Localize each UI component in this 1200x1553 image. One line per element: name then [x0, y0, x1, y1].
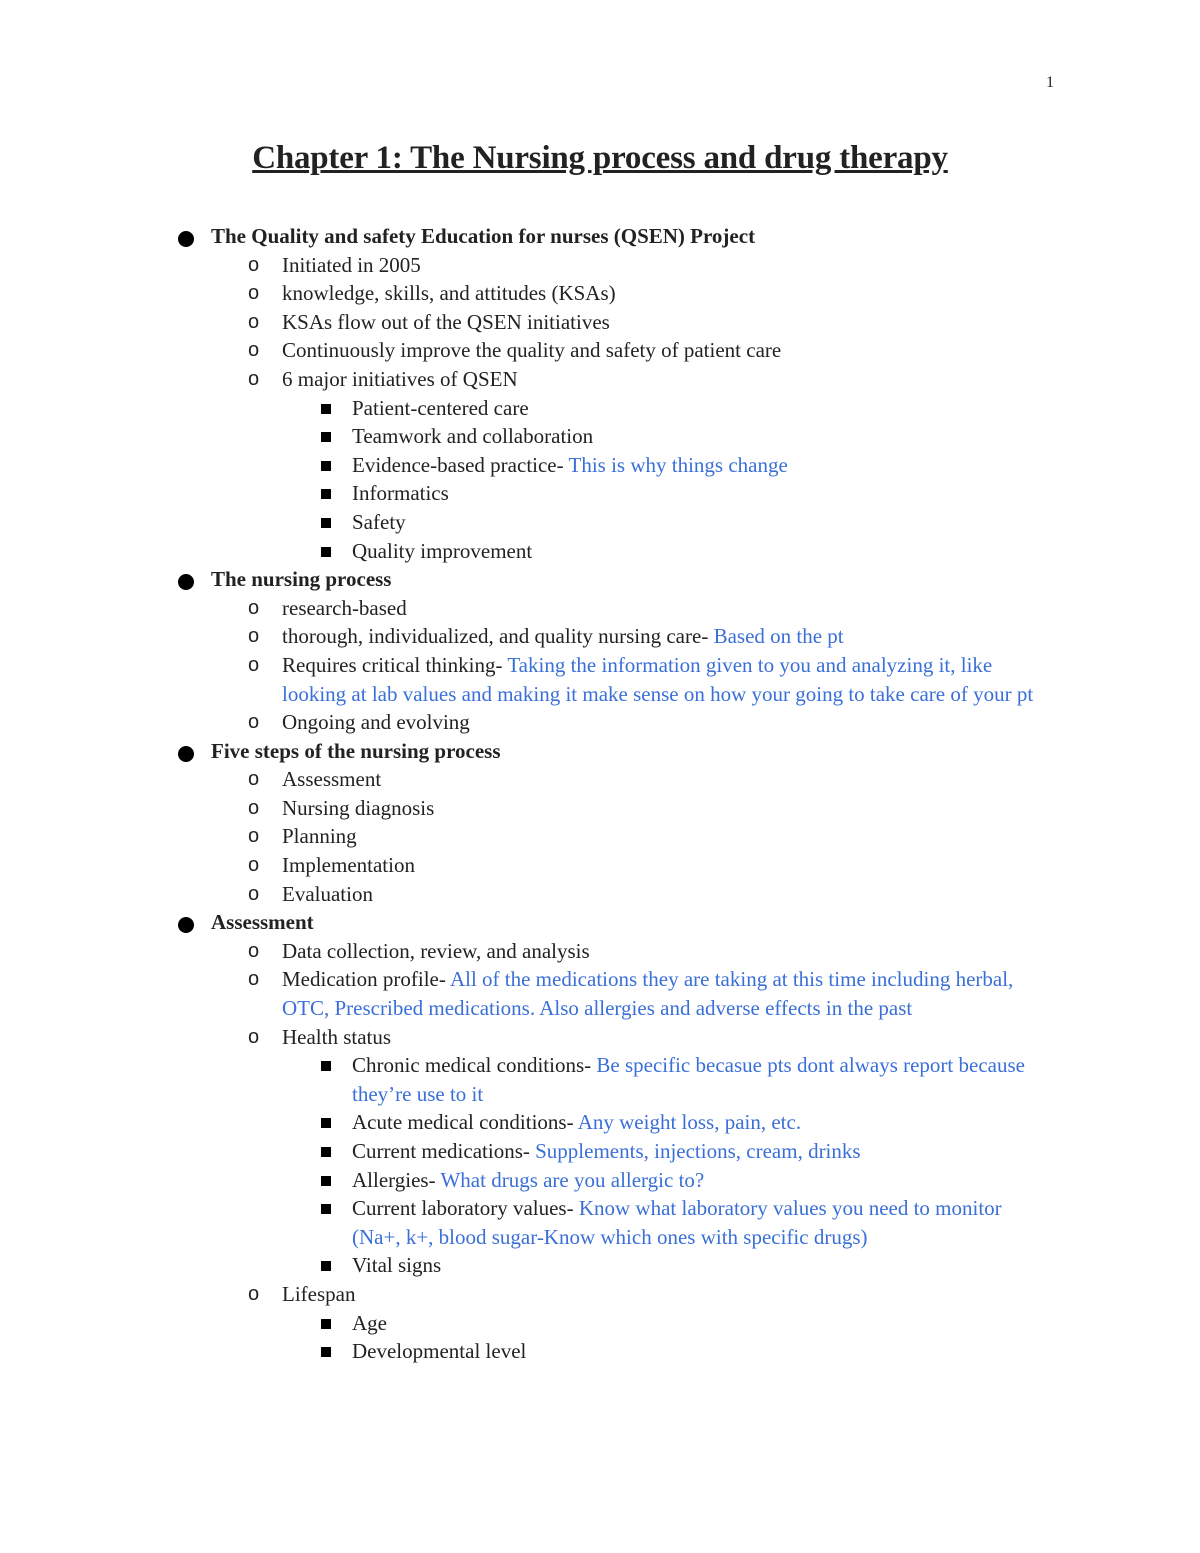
filled-square-bullet-icon [321, 1061, 331, 1071]
list-item [0, 336, 1200, 365]
outline [0, 222, 1200, 1366]
annotation-note: Taking the information given to you and analyzing it, like looking at lab values and making it make sense on how your going to take care of your pt [282, 652, 1034, 706]
hollow-o-bullet-icon: o [248, 939, 260, 962]
item-text: Evidence-based practice- [352, 452, 569, 477]
list-item [0, 651, 1200, 708]
item-text: thorough, individualized, and quality nursing care- [282, 624, 714, 649]
list-item [0, 279, 1200, 308]
item-text: Health status [282, 1024, 392, 1049]
filled-square-bullet-icon [321, 547, 331, 557]
item-text: Planning [282, 824, 357, 849]
sub-list-item [0, 1108, 1200, 1137]
sub-list-item [0, 1251, 1200, 1280]
filled-square-bullet-icon [321, 1319, 331, 1329]
hollow-o-bullet-icon: o [248, 310, 260, 333]
item-text: Current medications- [352, 1139, 536, 1163]
sub-list-item [0, 1166, 1200, 1195]
hollow-o-bullet-icon: o [248, 596, 260, 619]
item-text: Data collection, review, and analysis [282, 938, 590, 963]
annotation-note: Know what laboratory values you need to monitor (Na+, k+, blood sugar-Know which ones with specific drugs) [352, 1196, 1002, 1249]
list-item [0, 308, 1200, 337]
list-item [0, 365, 1200, 565]
sub-list-item [0, 451, 1200, 480]
item-text: Age [352, 1310, 387, 1335]
item-text: KSAs flow out of the QSEN initiatives [282, 309, 610, 334]
list-item [0, 594, 1200, 623]
hollow-o-bullet-icon: o [248, 854, 260, 877]
list-item [0, 880, 1200, 909]
sub-list-item [0, 1051, 1200, 1108]
filled-circle-bullet-icon [178, 746, 194, 762]
filled-square-bullet-icon [321, 1176, 331, 1186]
item-text: Patient-centered care [352, 395, 529, 420]
hollow-o-bullet-icon: o [248, 825, 260, 848]
annotation-note: All of the medications they are taking at this time including herbal, OTC, Prescribed medications. Also allergies and adverse effects in the past [282, 967, 1014, 1021]
item-text: Current laboratory values- [352, 1196, 579, 1221]
item-text: Assessment [282, 767, 382, 792]
list-item [0, 708, 1200, 737]
sub-list-item [0, 1194, 1200, 1251]
section [0, 737, 1200, 909]
item-text: Acute medical conditions- [352, 1110, 578, 1135]
hollow-o-bullet-icon: o [248, 711, 260, 734]
annotation-note: This is why things change [568, 452, 788, 477]
list-item [0, 822, 1200, 851]
annotation-note: Any weight loss, pain, etc. [577, 1110, 802, 1135]
item-text: Quality improvement [352, 538, 533, 563]
item-text: Chronic medical conditions- [352, 1053, 597, 1078]
item-text: Informatics [352, 481, 449, 506]
section-heading: Assessment [211, 910, 314, 935]
item-text: Lifespan [282, 1281, 356, 1306]
sub-list-item [0, 1137, 1200, 1166]
filled-circle-bullet-icon [178, 574, 194, 590]
hollow-o-bullet-icon: o [248, 653, 260, 676]
hollow-o-bullet-icon: o [248, 1282, 260, 1305]
list-item [0, 794, 1200, 823]
filled-square-bullet-icon [321, 518, 331, 528]
section [0, 222, 1200, 565]
item-text: Implementation [282, 853, 415, 878]
item-text: Allergies- [352, 1167, 441, 1192]
section [0, 908, 1200, 1366]
hollow-o-bullet-icon: o [248, 367, 260, 390]
annotation-note: Based on the pt [713, 624, 844, 649]
hollow-o-bullet-icon: o [248, 1025, 260, 1048]
list-item [0, 965, 1200, 1022]
item-text: Requires critical thinking- [282, 652, 508, 677]
item-text: knowledge, skills, and attitudes (KSAs) [282, 281, 616, 306]
hollow-o-bullet-icon: o [248, 882, 260, 905]
section-heading: The nursing process [211, 567, 392, 592]
filled-circle-bullet-icon [178, 917, 194, 933]
item-text: Evaluation [282, 881, 373, 906]
item-text: 6 major initiatives of QSEN [282, 366, 518, 391]
filled-square-bullet-icon [321, 404, 331, 414]
page-number: 1 [1046, 74, 1054, 91]
list-item [0, 1023, 1200, 1280]
list-item [0, 622, 1200, 651]
filled-circle-bullet-icon [178, 231, 194, 247]
sub-list-item [0, 1309, 1200, 1338]
filled-square-bullet-icon [321, 1118, 331, 1128]
item-text: Continuously improve the quality and safety of patient care [282, 338, 782, 363]
filled-square-bullet-icon [321, 1147, 331, 1157]
sub-list-item [0, 508, 1200, 537]
filled-square-bullet-icon [321, 432, 331, 442]
annotation-note: Supplements, injections, cream, drinks [535, 1139, 861, 1163]
section [0, 565, 1200, 737]
item-text: Nursing diagnosis [282, 795, 435, 820]
section-heading: The Quality and safety Education for nurses (QSEN) Project [211, 224, 756, 248]
item-text: Initiated in 2005 [282, 252, 421, 277]
item-text: research-based [282, 595, 407, 620]
list-item [0, 851, 1200, 880]
sub-list-item [0, 422, 1200, 451]
item-text: Medication profile- [282, 967, 450, 992]
hollow-o-bullet-icon: o [248, 796, 260, 819]
list-item [0, 1280, 1200, 1366]
section-heading: Five steps of the nursing process [211, 738, 501, 763]
item-text: Teamwork and collaboration [352, 424, 594, 449]
filled-square-bullet-icon [321, 1347, 331, 1357]
hollow-o-bullet-icon: o [248, 253, 260, 276]
list-item [0, 937, 1200, 966]
annotation-note: Be specific becasue pts dont always report because they’re use to it [352, 1053, 1025, 1106]
sub-list-item [0, 1337, 1200, 1366]
filled-square-bullet-icon [321, 1261, 331, 1271]
sub-list-item [0, 479, 1200, 508]
hollow-o-bullet-icon: o [248, 282, 260, 305]
filled-square-bullet-icon [321, 1204, 331, 1214]
filled-square-bullet-icon [321, 489, 331, 499]
item-text: Ongoing and evolving [282, 710, 470, 735]
hollow-o-bullet-icon: o [248, 968, 260, 991]
list-item [0, 251, 1200, 280]
page-title: Chapter 1: The Nursing process and drug therapy [252, 140, 948, 176]
hollow-o-bullet-icon: o [248, 625, 260, 648]
hollow-o-bullet-icon: o [248, 339, 260, 362]
sub-list-item [0, 537, 1200, 566]
item-text: Safety [352, 509, 406, 534]
sub-list-item [0, 394, 1200, 423]
filled-square-bullet-icon [321, 461, 331, 471]
item-text: Vital signs [352, 1253, 442, 1278]
item-text: Developmental level [352, 1339, 527, 1364]
annotation-note: What drugs are you allergic to? [440, 1167, 705, 1192]
hollow-o-bullet-icon: o [248, 768, 260, 791]
list-item [0, 765, 1200, 794]
